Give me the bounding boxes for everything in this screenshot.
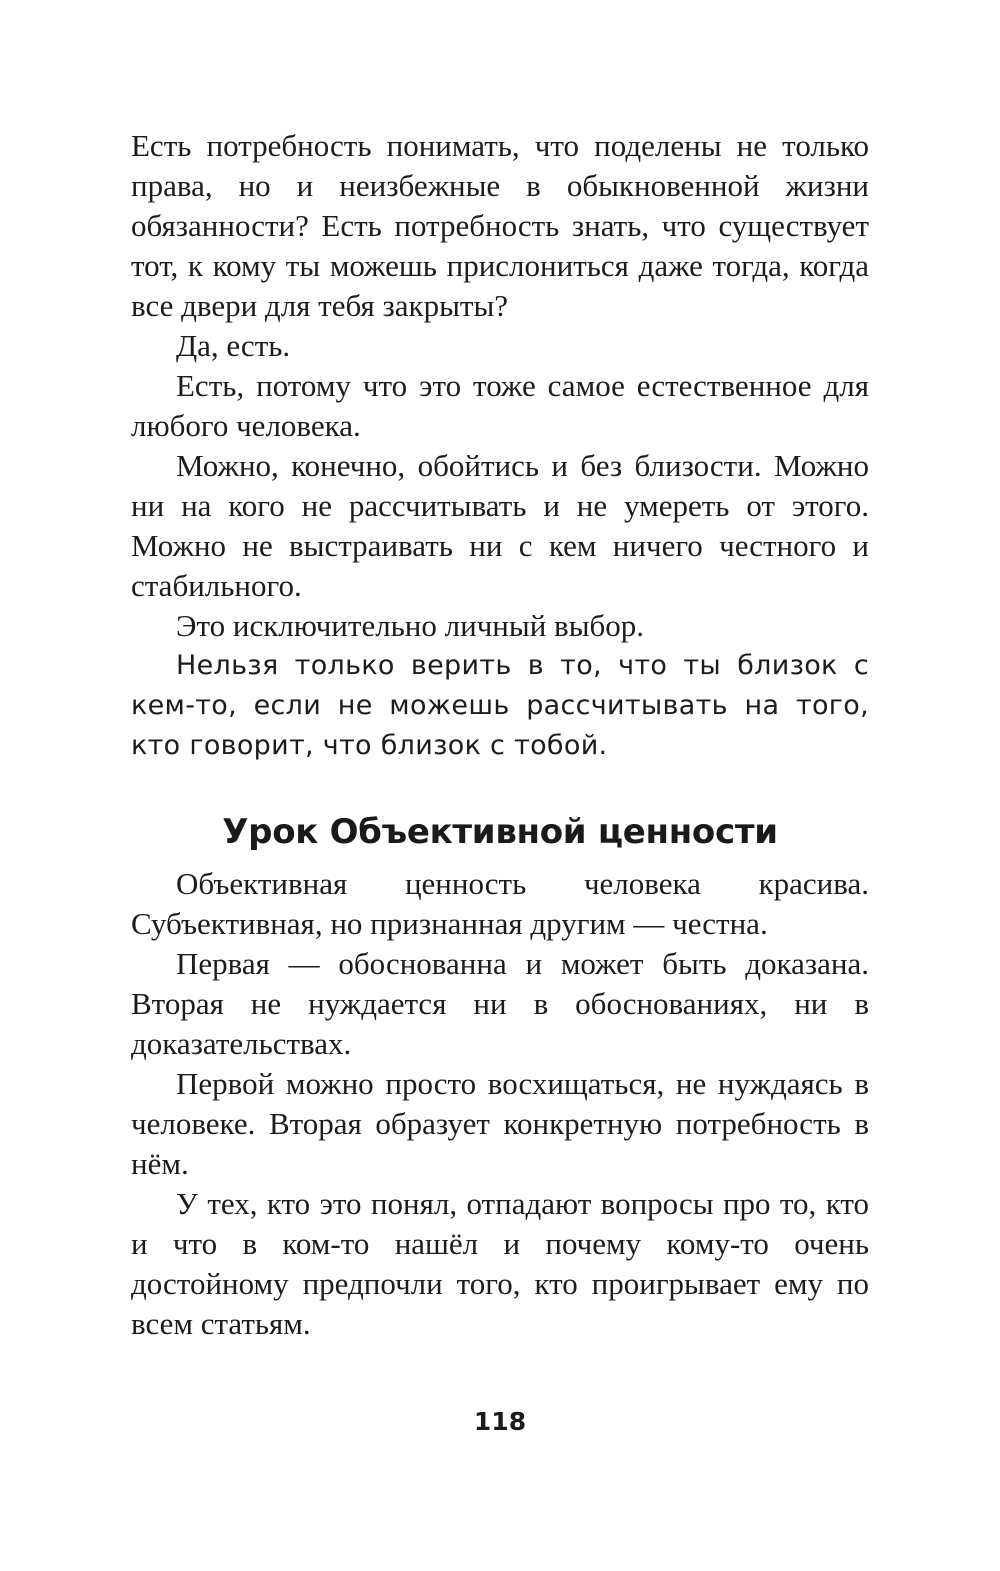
paragraph: Можно, конечно, обойтись и без близости. Можно ни на кого не рассчитывать и не умереть от этого. Можно не выстраивать ни с кем ничего честного и стабильного.: [131, 448, 869, 603]
paragraph: Есть потребность понимать, что поделены не только права, но и неизбежные в обыкновенной жизни обязанности? Есть потребность знать, что существует тот, к кому ты можешь прислониться даже тогда, когда все двери для тебя закрыты?: [131, 128, 869, 323]
paragraph: Объективная ценность человека красива. Субъективная, но признанная другим — честна.: [131, 866, 869, 941]
paragraph: Есть, потому что это тоже самое естественное для любого человека.: [131, 368, 869, 443]
paragraph: У тех, кто это понял, отпадают вопросы про то, кто и что в ком-то нашёл и почему кому-то очень достойному предпочли того, кто проигрывает ему по всем статьям.: [131, 1186, 869, 1341]
paragraph: Это исключительно личный выбор.: [176, 608, 645, 643]
paragraph: Да, есть.: [176, 328, 291, 363]
paragraph: Первой можно просто восхищаться, не нуждаясь в человеке. Вторая образует конкретную потребность в нём.: [131, 1066, 869, 1181]
paragraph-emphasis: Нельзя только верить в то, что ты близок с кем-то, если не можешь рассчитывать на того, кто говорит, что близок с тобой.: [131, 650, 869, 761]
page-number: 118: [473, 1407, 527, 1436]
text-column: [131, 126, 869, 1344]
section-heading: Урок Объективной ценности: [222, 812, 778, 852]
paragraph: Первая — обоснованна и может быть доказана. Вторая не нуждается ни в обоснованиях, ни в доказательствах.: [131, 946, 869, 1061]
